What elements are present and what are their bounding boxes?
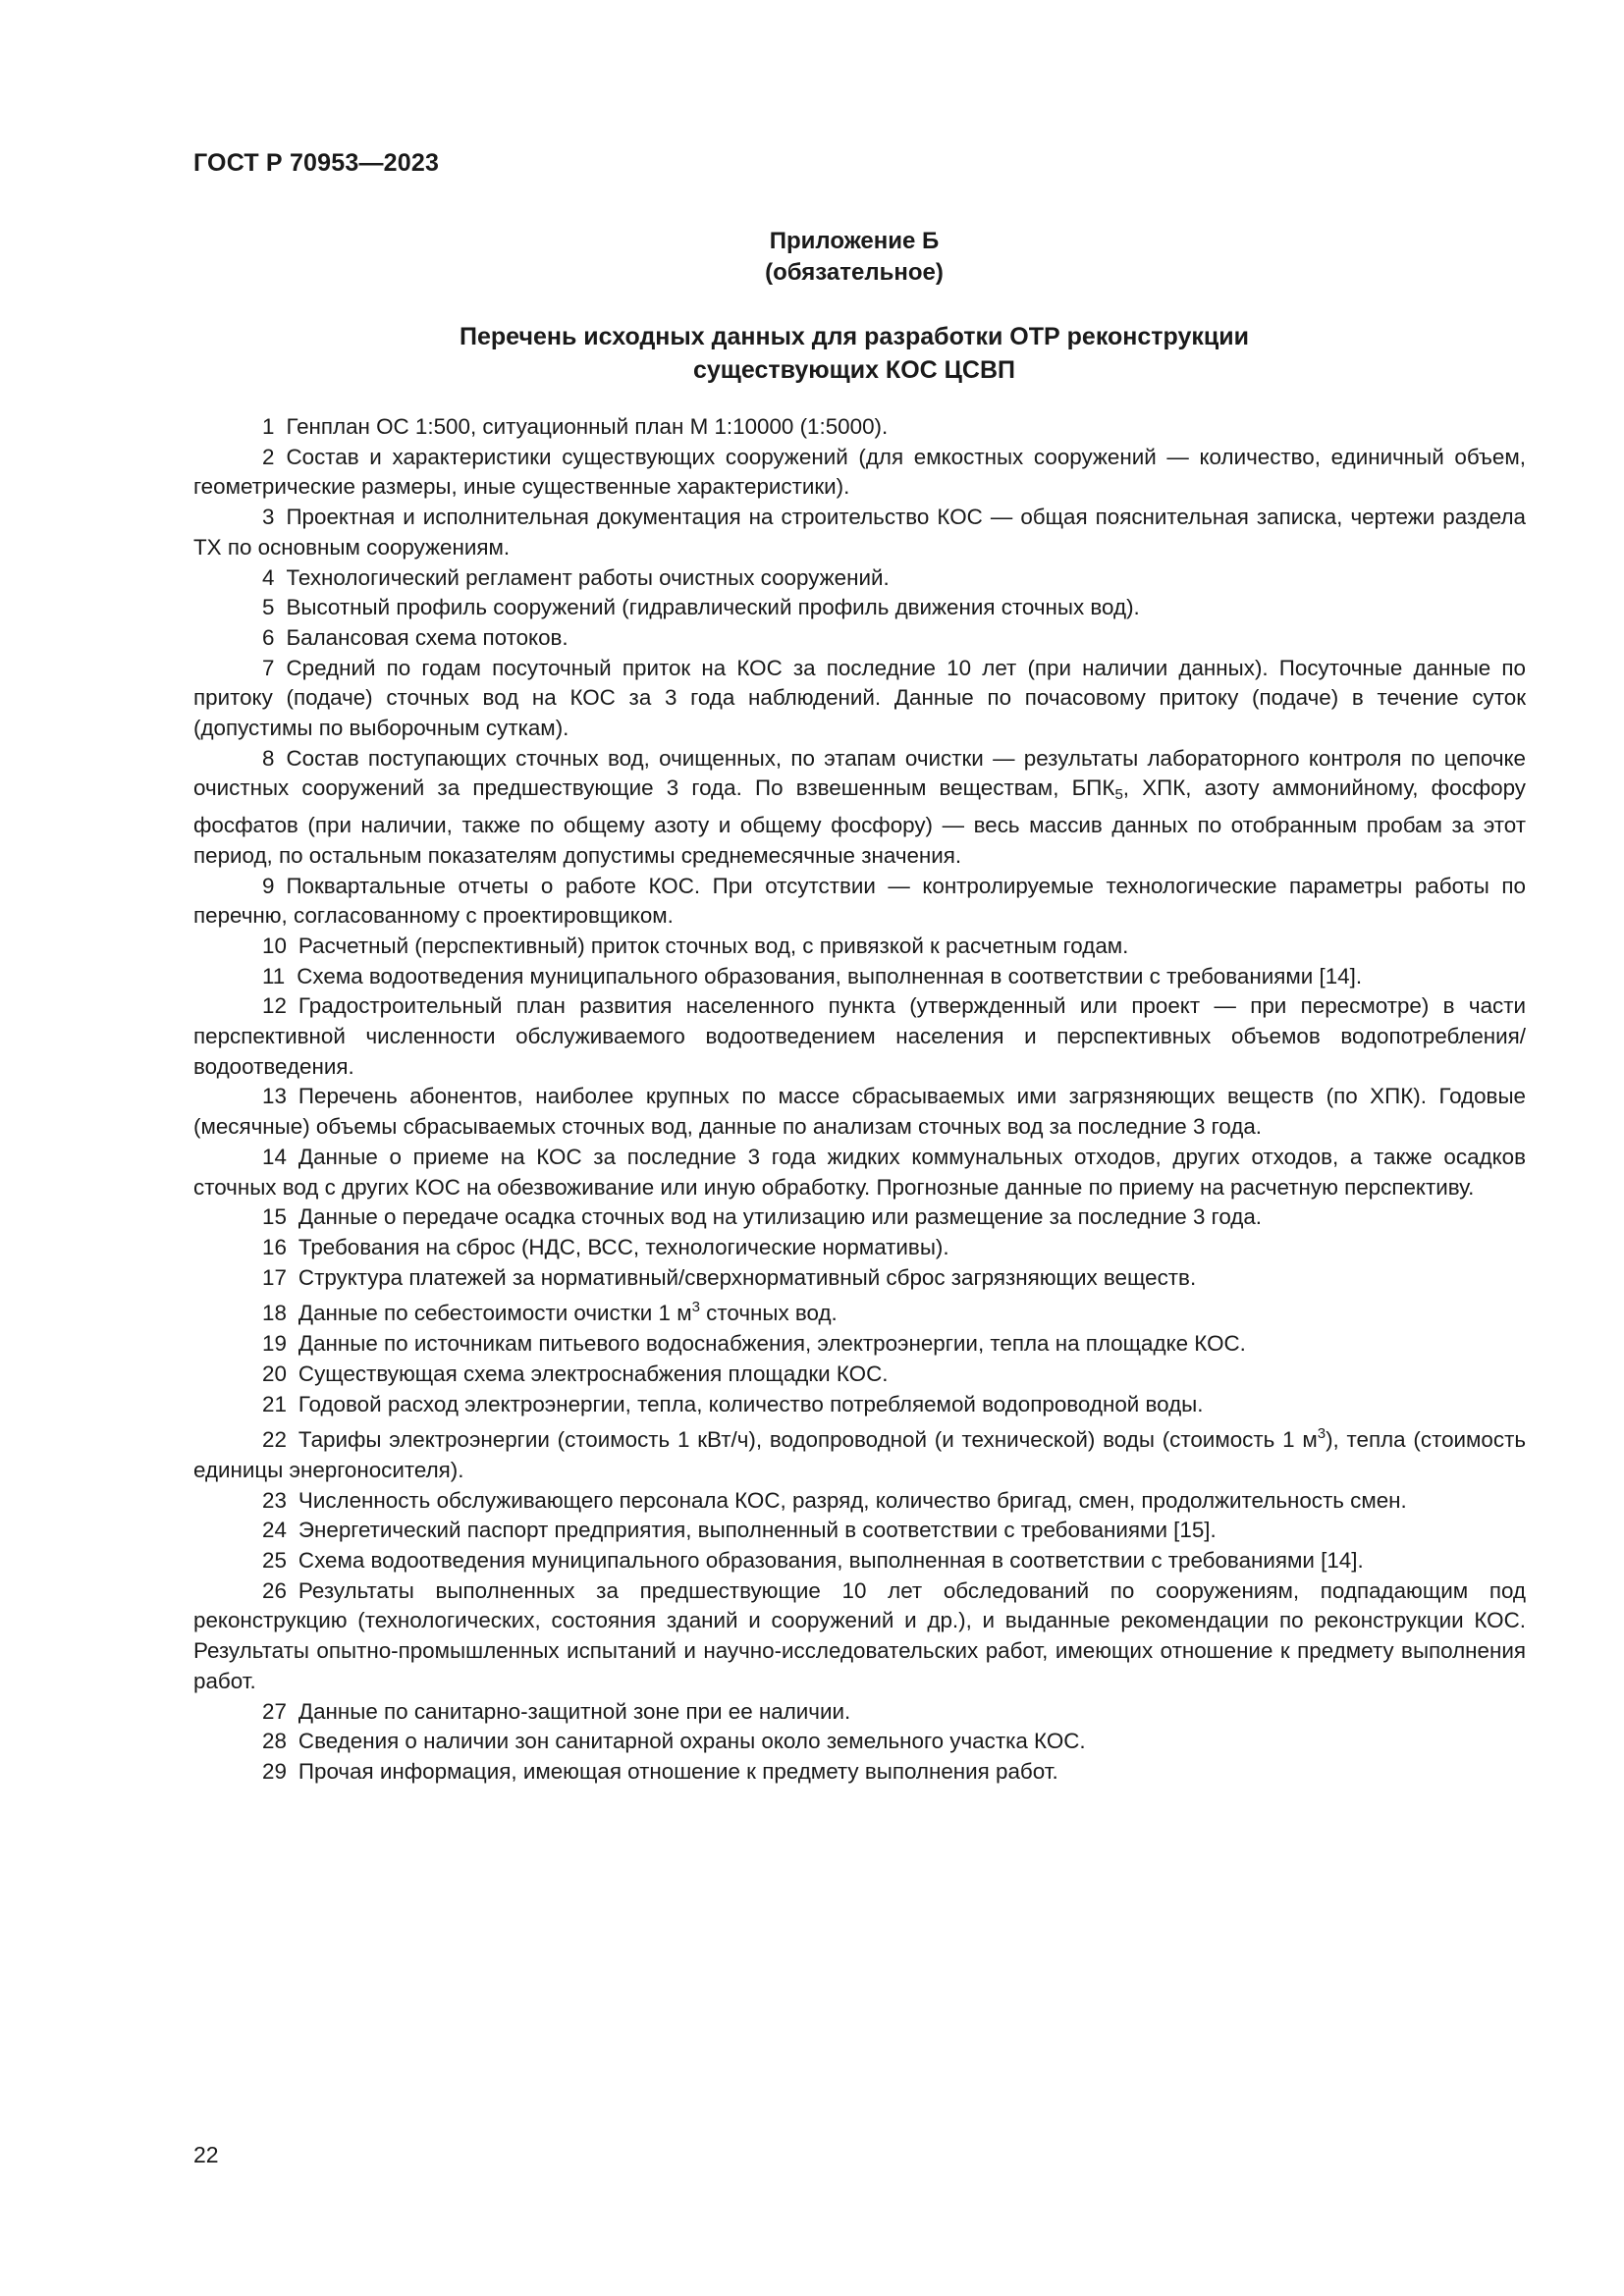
item-text: Средний по годам посуточный приток на КОС за последние 10 лет (при наличии данных). Посуточные данные по притоку (подаче) сточных вод на КОС за 3 года наблюдений. Данные по почасовому притоку (подаче) в течение суток (допустимы по выборочным суткам).: [193, 655, 1526, 741]
item-number: 21: [262, 1391, 287, 1416]
item-number: 5: [262, 595, 275, 620]
item-number: 26: [262, 1577, 287, 1603]
item-number: 22: [262, 1427, 287, 1453]
item-text: Схема водоотведения муниципального образования, выполненная в соответствии с требованиями [14].: [298, 1548, 1364, 1574]
item-text: Данные по источникам питьевого водоснабжения, электроэнергии, тепла на площадке КОС.: [298, 1331, 1246, 1357]
item-number: 19: [262, 1331, 287, 1357]
appendix-status: (обязательное): [765, 259, 944, 286]
item-text: Численность обслуживающего персонала КОС, разряд, количество бригад, смен, продолжительность смен.: [298, 1487, 1407, 1513]
list-item: [193, 1329, 1526, 1360]
item-text: Прочая информация, имеющая отношение к предмету выполнения работ.: [298, 1758, 1058, 1784]
list-item: [193, 1546, 1526, 1576]
list-item: [193, 1390, 1526, 1420]
item-text: Результаты выполненных за предшествующие 10 лет обследований по сооружениям, подпадающим под реконструкцию (технологических, состояния зданий и сооружений и др.), и выданные рекомендации по реконструкции КОС. Результаты опытно-промышленных испытаний и научно-исследовательских работ, имеющих отношение к предмету выполнения работ.: [193, 1577, 1526, 1693]
item-text: Балансовая схема потоков.: [286, 624, 568, 650]
item-number: 7: [262, 655, 275, 680]
superscript: 3: [691, 1299, 700, 1316]
item-number: 8: [262, 745, 275, 771]
list-item: [193, 1293, 1526, 1329]
list-item: [193, 1727, 1526, 1757]
list-item: [193, 932, 1526, 962]
item-text: Градостроительный план развития населенного пункта (утвержденный или проект — при пересмотре) в части перспективной численности обслуживаемого водоотведением населения и перспективных объемов водопотребления/водоотведения.: [193, 993, 1526, 1079]
list-item: [193, 991, 1526, 1082]
list-item: [193, 412, 1526, 443]
item-text: Структура платежей за нормативный/сверхнормативный сброс загрязняющих веществ.: [298, 1264, 1197, 1290]
item-number: 6: [262, 624, 275, 650]
item-text: Данные о приеме на КОС за последние 3 года жидких коммунальных отходов, других отходов, а также осадков сточных вод с других КОС на обезвоживание или иную обработку. Прогнозные данные по приему на расчетную перспективу.: [193, 1144, 1526, 1200]
item-number: 9: [262, 873, 275, 898]
appendix-title: Приложение Б: [769, 228, 940, 254]
item-text-continued: сточных вод.: [699, 1301, 838, 1326]
item-number: 14: [262, 1144, 287, 1169]
item-text: Данные по себестоимости очистки 1 м: [298, 1301, 692, 1326]
list-item: [193, 872, 1526, 932]
item-number: 10: [262, 933, 287, 958]
item-number: 28: [262, 1729, 287, 1754]
page-number: 22: [193, 2142, 219, 2167]
item-text: Существующая схема электроснабжения площадки КОС.: [298, 1361, 889, 1386]
item-number: 12: [262, 993, 287, 1019]
item-number: 2: [262, 444, 275, 469]
item-text: Схема водоотведения муниципального образования, выполненная в соответствии с требованиями [14].: [297, 963, 1363, 988]
subscript: 5: [1114, 786, 1123, 804]
standard-code: ГОСТ Р 70953—2023: [193, 149, 440, 177]
item-number: 16: [262, 1234, 287, 1259]
list-item: [193, 1419, 1526, 1485]
item-number: 15: [262, 1204, 287, 1230]
list-item: [193, 443, 1526, 503]
list-item: [193, 503, 1526, 562]
item-number: 23: [262, 1487, 287, 1513]
item-text: Поквартальные отчеты о работе КОС. При отсутствии — контролируемые технологические параметры работы по перечню, согласованному с проектировщиком.: [193, 873, 1526, 929]
item-text: Требования на сброс (НДС, ВСС, технологические нормативы).: [298, 1234, 949, 1259]
item-text: Состав поступающих сточных вод, очищенных, по этапам очистки — результаты лабораторного контроля по цепочке очистных сооружений за предшествующие 3 года. По взвешенным веществам, БПК: [193, 745, 1526, 801]
list-item: [193, 1757, 1526, 1788]
item-number: 4: [262, 564, 275, 590]
item-text: Технологический регламент работы очистных сооружений.: [286, 564, 890, 590]
list-item: [193, 1486, 1526, 1517]
list-item: [193, 654, 1526, 744]
item-text: Тарифы электроэнергии (стоимость 1 кВт/ч), водопроводной (и технической) воды (стоимость 1 м: [298, 1427, 1318, 1453]
item-number: 20: [262, 1361, 287, 1386]
item-number: 11: [262, 963, 286, 988]
item-text: Годовой расход электроэнергии, тепла, количество потребляемой водопроводной воды.: [298, 1391, 1204, 1416]
item-number: 1: [262, 414, 275, 439]
list-item: [193, 1082, 1526, 1142]
document-title-line-2: существующих КОС ЦСВП: [693, 356, 1015, 384]
item-text: Расчетный (перспективный) приток сточных вод, с привязкой к расчетным годам.: [298, 933, 1129, 958]
list-item: [193, 593, 1526, 623]
document-title: [0, 320, 1624, 387]
item-text: Данные о передаче осадка сточных вод на утилизацию или размещение за последние 3 года.: [298, 1204, 1263, 1230]
item-number: 25: [262, 1548, 287, 1574]
list-item: [193, 1202, 1526, 1233]
item-number: 13: [262, 1084, 287, 1109]
item-text: Энергетический паспорт предприятия, выполненный в соответствии с требованиями [15].: [298, 1518, 1217, 1543]
list-item: [193, 1576, 1526, 1697]
item-number: 27: [262, 1698, 287, 1724]
item-text: Генплан ОС 1:500, ситуационный план М 1:10000 (1:5000).: [286, 414, 889, 439]
item-number: 18: [262, 1301, 287, 1326]
item-number: 24: [262, 1518, 287, 1543]
item-text: Состав и характеристики существующих сооружений (для емкостных сооружений — количество, единичный объем, геометрические размеры, иные существенные характеристики).: [193, 444, 1526, 500]
item-text-continued: ), тепла (стоимость единицы энергоносителя).: [193, 1427, 1527, 1482]
superscript: 3: [1317, 1425, 1326, 1443]
list-item: [193, 962, 1526, 992]
list-item: [193, 563, 1526, 594]
item-number: 17: [262, 1264, 287, 1290]
item-number: 29: [262, 1758, 287, 1784]
list-item: [193, 1263, 1526, 1294]
list-item: [193, 744, 1526, 872]
list-item: [193, 1697, 1526, 1728]
item-number: 3: [262, 505, 275, 530]
document-title-line-1: Перечень исходных данных для разработки ОТР реконструкции: [460, 323, 1249, 350]
list-item: [193, 1143, 1526, 1202]
list-item: [193, 1360, 1526, 1390]
item-text: Проектная и исполнительная документация на строительство КОС — общая пояснительная записка, чертежи раздела ТХ по основным сооружениям.: [193, 505, 1526, 560]
item-text: Сведения о наличии зон санитарной охраны около земельного участка КОС.: [298, 1729, 1086, 1754]
item-text: Данные по санитарно-защитной зоне при ее наличии.: [298, 1698, 851, 1724]
list-item: [193, 1516, 1526, 1546]
item-text: Высотный профиль сооружений (гидравлический профиль движения сточных вод).: [286, 595, 1140, 620]
list-item: [193, 623, 1526, 654]
item-text: Перечень абонентов, наиболее крупных по массе сбрасываемых ими загрязняющих веществ (по ХПК). Годовые (месячные) объемы сбрасываемых сточных вод, данные по анализам сточных вод за последние 3 года.: [193, 1084, 1526, 1140]
list-item: [193, 1233, 1526, 1263]
requirements-list: [193, 412, 1526, 1788]
item-text-continued: , ХПК, азоту аммонийному, фосфору фосфатов (при наличии, также по общему азоту и общему фосфору) — весь массив данных по отобранным пробам за этот период, по остальным показателям допустимы среднемесячные значения.: [193, 775, 1526, 868]
